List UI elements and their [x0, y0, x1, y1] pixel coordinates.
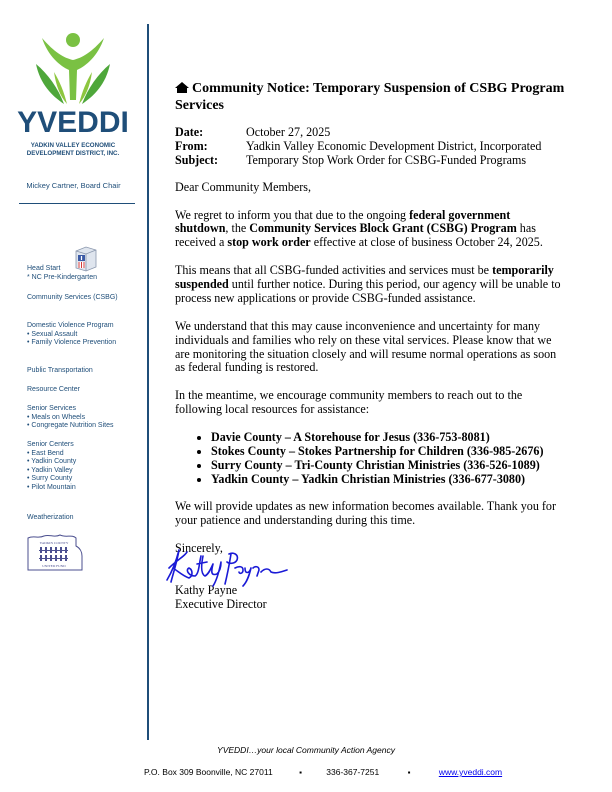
paragraph-suspension	[175, 264, 565, 306]
paragraph-resources-intro: In the meantime, we encourage community members to reach out to the following local resources for assistance:	[175, 388, 523, 417]
resource-list	[175, 431, 565, 487]
letter-title	[175, 80, 565, 114]
program-domestic-violence	[27, 322, 116, 348]
vertical-divider	[147, 24, 149, 740]
signer-name: Kathy Payne	[175, 583, 238, 598]
divider	[19, 203, 135, 204]
program-sub-item: • Pilot Mountain	[27, 483, 76, 491]
sidebar	[0, 0, 147, 740]
program-sub-item: • East Bend	[27, 449, 64, 457]
program-label: Resource Center	[27, 386, 80, 393]
footer-address: P.O. Box 309 Boonville, NC 27011	[144, 767, 273, 777]
resource-item: • Surry County – Tri-County Christian Ministries (336-526-1089)	[211, 459, 565, 473]
yadkin-county-united-fund-logo	[26, 532, 84, 572]
meta-subject-label: Subject:	[175, 152, 218, 167]
resource-item: • Yadkin County – Yadkin Christian Ministries (336-677-3080)	[211, 473, 565, 487]
separator-icon: ▪	[407, 768, 411, 777]
program-senior-centers	[27, 441, 76, 493]
program-sub-item: • Meals on Wheels	[27, 413, 86, 421]
brand-subtitle-line: DEVELOPMENT DISTRICT, INC.	[26, 149, 120, 157]
program-sub-item: • Family Violence Prevention	[27, 339, 117, 347]
program-label: Senior Centers	[27, 441, 74, 448]
text: has received a	[175, 221, 536, 250]
resource-item: • Stokes County – Stokes Partnership for Children (336-985-2676)	[211, 445, 565, 459]
meta-from-value: Yadkin Valley Economic Development District, Incorporated	[246, 138, 542, 153]
text: We regret to inform you that due to the ongoing	[175, 207, 410, 222]
resource-item: • Davie County – A Storehouse for Jesus (336-753-8081)	[211, 431, 565, 445]
house-icon	[175, 82, 189, 93]
meta-date-label: Date:	[175, 125, 204, 139]
yveddi-logo	[14, 30, 132, 160]
closing: Sincerely,	[175, 541, 223, 556]
paragraph-updates: We will provide updates as new information becomes available. Thank you for your patience and understanding during this time.	[175, 499, 556, 528]
bold-text: Community Services Block Grant (CSBG) Program	[249, 221, 517, 236]
yveddi-figure-icon	[14, 30, 132, 110]
program-label: Weatherization	[27, 514, 74, 521]
program-label: Domestic Violence Program	[27, 322, 114, 329]
paragraph-understanding: We understand that this may cause inconvenience and uncertainty for many individuals and families who rely on these vital services. Please know that we are monitoring the situation closely and will resume normal operations as soon as federal funding is restored.	[175, 318, 557, 375]
program-label: Senior Services	[27, 405, 77, 412]
text: effective at close of business October 24, 2025.	[310, 235, 543, 250]
letter-title-text: Community Notice: Temporary Suspension of CSBG Program Services	[175, 81, 565, 113]
text: This means that all CSBG-funded activities and services must be	[175, 263, 493, 278]
program-sub-item: • Sexual Assault	[27, 330, 78, 338]
text: , the	[225, 221, 250, 236]
program-head-start	[27, 265, 97, 282]
svg-text:UNITED FUND: UNITED FUND	[42, 564, 66, 568]
program-public-transportation	[27, 367, 93, 376]
program-sub-item: • Surry County	[27, 475, 73, 483]
separator-icon: ▪	[299, 768, 302, 777]
program-resource-center	[27, 386, 80, 395]
footer-tagline: YVEDDI…your local Community Action Agency	[217, 745, 395, 755]
brand-name: YVEDDI	[17, 106, 129, 139]
signature	[175, 550, 565, 588]
program-sub-item: • Congregate Nutrition Sites	[27, 422, 114, 430]
meta-from-label: From:	[175, 138, 208, 153]
meta-subject-value: Temporary Stop Work Order for CSBG-Funded Programs	[246, 152, 527, 167]
board-chair: Mickey Cartner, Board Chair	[26, 181, 121, 190]
program-sub-item: * NC Pre-Kindergarten	[27, 273, 98, 281]
brand-subtitle	[14, 142, 132, 157]
program-sub-item: • Yadkin Valley	[27, 466, 73, 474]
program-label: Community Services (CSBG)	[27, 294, 118, 301]
paragraph-shutdown	[175, 209, 565, 251]
svg-text:YADKIN COUNTY: YADKIN COUNTY	[39, 541, 69, 545]
letter-body	[175, 80, 565, 612]
signer-title: Executive Director	[175, 596, 267, 611]
salutation: Dear Community Members,	[175, 179, 312, 194]
text: until further notice. During this period, our agency will be unable to process new applications or provide CSBG-funded assistance.	[175, 277, 561, 305]
program-senior-services	[27, 405, 114, 431]
brand-subtitle-line: YADKIN VALLEY ECONOMIC	[30, 142, 116, 149]
bold-text: stop work order	[227, 235, 311, 250]
letter-meta	[175, 126, 565, 168]
program-sub-item: • Yadkin County	[27, 458, 77, 466]
program-label: Public Transportation	[27, 367, 93, 374]
footer-contact	[144, 767, 502, 777]
signature-image	[163, 546, 293, 588]
program-weatherization	[27, 514, 74, 523]
bold-text: temporarily suspended	[175, 263, 554, 292]
meta-date-value: October 27, 2025	[246, 125, 331, 139]
bold-text: federal government shutdown	[175, 207, 511, 236]
program-community-services	[27, 294, 118, 303]
footer-phone: 336-367-7251	[326, 767, 380, 777]
program-label: Head Start	[27, 265, 61, 272]
footer-website-link[interactable]: www.yveddi.com	[438, 767, 503, 777]
